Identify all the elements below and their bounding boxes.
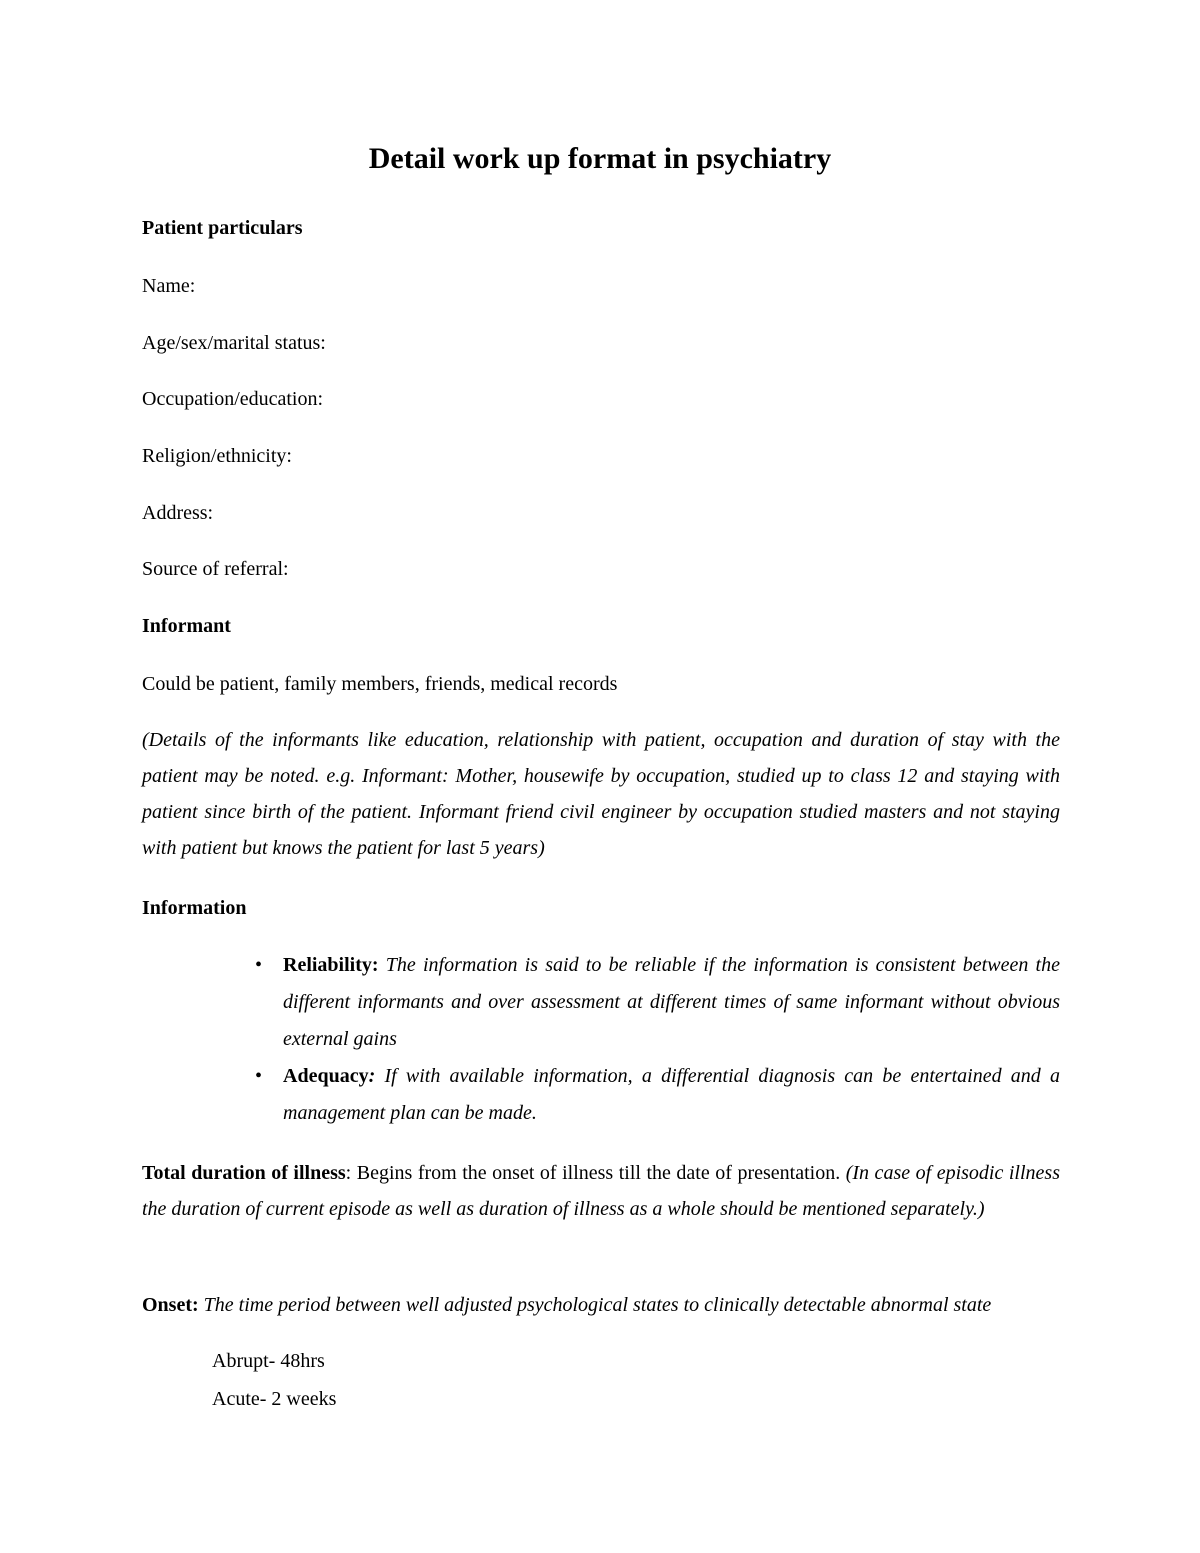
informant-text: Could be patient, family members, friends, medical records [142,673,618,695]
document-title: Detail work up format in psychiatry [368,142,832,175]
information-heading: Information [142,897,247,919]
patient-particulars-heading: Patient particulars [142,217,303,239]
onset-text: The time period between well adjusted psychological states to clinically detectable abnormal state [198,1294,992,1316]
total-duration-label: Total duration of illness [142,1162,346,1184]
informant-heading: Informant [142,615,231,637]
adequacy-text: If with available information, a differential diagnosis can be entertained and a management plan can be made. [283,1065,1060,1124]
bullet-icon: • [255,1065,263,1087]
list-item-reliability [142,947,1060,1058]
list-item-adequacy [142,1058,1060,1132]
adequacy-label-colon: : [368,1065,376,1087]
field-religion-ethnicity: Religion/ethnicity: [142,445,292,467]
field-name: Name: [142,275,196,297]
field-source-of-referral: Source of referral: [142,558,289,580]
total-duration-paragraph [142,1155,1060,1227]
total-duration-text: : Begins from the onset of illness till the date of presentation. [345,1162,846,1184]
field-age-sex-marital: Age/sex/marital status: [142,332,326,354]
onset-paragraph [142,1293,991,1317]
field-address: Address: [142,502,214,524]
informant-note: (Details of the informants like education, relationship with patient, occupation and duration of stay with the patient may be noted. e.g. Informant: Mother, housewife by occupation, studied up to class 12 and staying with patient since birth of the patient. Informant friend civil engineer by occupation studied masters and not staying with patient but knows the patient for last 5 years) [142,729,1060,859]
total-duration-note: (In case of episodic illness the duration of current episode as well as duration of illness as a whole should be mentioned separately.) [142,1162,1060,1220]
information-list [142,947,1060,1132]
onset-type-abrupt: Abrupt- 48hrs [212,1350,325,1372]
field-occupation-education: Occupation/education: [142,388,324,410]
reliability-label: Reliability: [283,954,379,976]
onset-type-acute: Acute- 2 weeks [212,1388,337,1410]
onset-label: Onset: [142,1294,199,1316]
reliability-text: The information is said to be reliable if the information is consistent between the different informants and over assessment at different times of same informant without obvious external gains [283,954,1060,1050]
adequacy-label: Adequacy [283,1065,369,1087]
bullet-icon: • [255,954,263,976]
